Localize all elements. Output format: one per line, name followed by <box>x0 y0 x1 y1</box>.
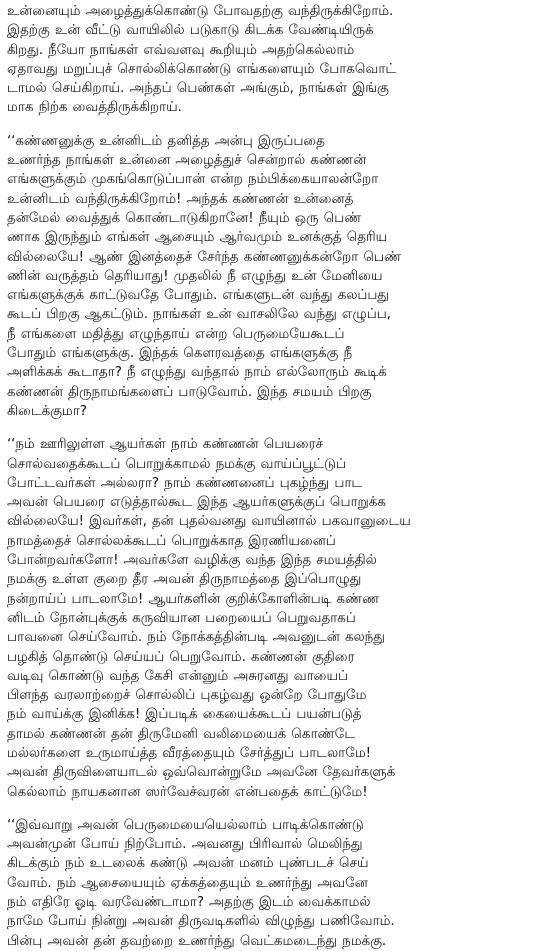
text-line: வடிவு கொண்டு வந்த கேசி என்னும் அசுரனது வாயைப் <box>7 667 349 684</box>
text-line: நாமத்தைச் சொல்லக்கூடப் பொறுக்காத இரணியனைப் <box>7 532 336 549</box>
paragraph <box>7 435 550 802</box>
text-line: அவன் பெயரை எடுத்தால்கூட இந்த ஆயர்களுக்குப் பொறுக்க <box>7 494 386 511</box>
text-line: அவன்முன் போய் நிற்போம். அவனது பிரிவால் மெலிந்து <box>7 836 363 853</box>
text-line: கிறது. நீயோ நாங்கள் எவ்வளவு கூறியும் அதற்கெல்லாம் <box>7 41 355 58</box>
text-line: பிளந்த வரலாற்றைச் சொல்லிப் புகழ்வது ஒன்றே போதுமே <box>7 687 367 704</box>
text-line: நம் வாய்க்கு இனிக்க! இப்படிக் கையைக்கூடப் பயன்படுத் <box>7 706 362 723</box>
text-line: கூடப் பிறகு ஆகட்டும். நாங்கள் உன் வாசலிலே வந்து எழுப்ப, <box>7 306 391 323</box>
text-line: மல்லர்களை உருமாய்த்த வீரத்தையும் சேர்த்துப் பாடலாமே! <box>7 744 371 761</box>
text-line: உன்னிடம் வந்திருக்கிறோம்! அந்தக் கண்ணன் உன்னைத் <box>7 190 354 207</box>
text-line: ணாக இருந்தும் எங்கள் ஆசையும் ஆர்வமும் உனக்குத் தெரிய <box>7 229 388 246</box>
text-line: உன்னையும் அழைத்துக்கொண்டு போவதற்கு வந்திருக்கிறோம். <box>7 3 394 19</box>
text-line: இதற்கு உன் வீட்டு வாயிலில் படுகாடு கிடக்க வேண்டியிருக் <box>7 22 374 39</box>
text-line: ‘‘கண்ணனுக்கு உன்னிடம் தனித்த அன்பு இருப்பதை <box>7 132 325 149</box>
paragraph <box>7 816 550 951</box>
text-line: தன்மேல் வைத்துக் கொண்டாடுகிறானே! நீயும் ஒரு பெண் <box>7 209 362 226</box>
text-line: போதும் எங்களுக்கு. இந்தக் கௌரவத்தை எங்களுக்கு நீ <box>7 345 353 362</box>
text-line: தாமல் கண்ணன் தன் திருமேனி வலிமையைக் கொண்டே <box>7 725 355 742</box>
text-line: ணின் வருத்தம் தெரியாது! முதலில் நீ எழுந்து உன் மேனியை <box>7 267 383 284</box>
text-line: கண்ணன் திருநாமங்களைப் பாடுவோம். இந்த சமயம் பிறகு <box>7 383 372 400</box>
text-line: பழகித் தொண்டு செய்யப் பெறுவோம். கண்ணன் குதிரை <box>7 648 355 665</box>
text-line: போன்றவர்களோ! அவர்களே வழிக்கு வந்த இந்த சமயத்தில் <box>7 552 377 569</box>
text-line: வோம். நம் ஆசையையும் ஏக்கத்தையும் உணர்ந்து அவனே <box>7 874 368 891</box>
text-line: நம் எதிரே ஓடி வரவேண்டாமா? அதற்கு இடம் வைக்காமல் <box>7 894 371 911</box>
text-line: நமக்கு உள்ள குறை தீர அவன் திருநாமத்தை இப்பொழுது <box>7 571 362 588</box>
text-line: வில்லையே! ஆண் இனத்தைச் சேர்ந்த கண்ணனுக்கன்றோ பெண் <box>7 248 402 265</box>
text-line: பாவனை செய்வோம். நம் நோக்கத்தின்படி அவனுடன் கலந்து <box>7 629 385 646</box>
text-line: நீ எங்களை மதித்து எழுந்தாய் என்ற பெருமையேகூடப் <box>7 325 345 342</box>
text-line: எங்களுக்கும் முகங்கொடுப்பான் என்ற நம்பிக்கையாலன்றோ <box>7 171 379 188</box>
text-line: அவன் திருவிளையாடல் ஒவ்வொன்றுமே அவனே தேவர்களுக் <box>7 764 396 781</box>
text-line: னிடம் நோன்புக்குக் கருவியான பறையைப் பெறுவதாகப் <box>7 609 356 626</box>
paragraph <box>7 2 550 118</box>
text-line: வில்லையே! இவர்கள், தன் புதல்வனது வாயினால் பகவானுடைய <box>7 513 411 530</box>
paragraph <box>7 132 550 421</box>
text-line: போட்டவர்கள் அல்லரா? நாம் கண்ணனைப் புகழ்ந்து பாட <box>7 474 363 491</box>
text-line: ‘‘நம் ஊரிலுள்ள ஆயர்கள் நாம் கண்ணன் பெயரைச் <box>7 436 323 453</box>
text-line: கெல்லாம் நாயகனான ஸர்வேச்வரன் என்பதைக் காட்டுமே! <box>7 783 368 800</box>
text-line: உணர்ந்த நாங்கள் உன்னை அழைத்துச் சென்றால் கண்ணன் <box>7 152 367 169</box>
text-line: எங்களுக்குக் காட்டுவதே போதும். எங்களுடன் வந்து கலப்பது <box>7 287 389 304</box>
text-line: நாமே போய் நின்று அவன் திருவடிகளில் விழுந்து பணிவோம். <box>7 913 395 930</box>
text-line: சொல்வதைக்கூடப் பொறுக்காமல் நமக்கு வாய்ப்பூட்டுப் <box>7 455 346 472</box>
text-line: அளிக்கக் கூடாதா? நீ எழுந்து வந்தால் நாம் எல்லோரும் கூடிக் <box>7 364 387 381</box>
text-line: ஏதாவது மறுப்புச் சொல்லிக்கொண்டு எங்களையும் போகவொட் <box>7 60 397 77</box>
text-line: நன்றாய்ப் பாடலாமே! ஆயர்களின் குறிக்கோளின்படி கண்ண <box>7 590 380 607</box>
text-line: கிடக்கும் நம் உடலைக் கண்டு அவன் மனம் புண்படச் செய் <box>7 855 369 872</box>
text-line: ‘‘இவ்வாறு அவன் பெருமையையெல்லாம் பாடிக்கொண்டு <box>7 816 364 833</box>
text-line: கிடைக்குமா? <box>7 402 87 419</box>
text-line: மாக நிற்க வைத்திருக்கிறாய். <box>7 99 182 116</box>
text-line: பின்பு அவன் தன் தவற்றை உணர்ந்து வெட்கமடைந்து நமக்கு. <box>7 932 387 949</box>
text-line: டாமல் செய்கிறாய். அந்தப் பெண்கள் அங்கும், நாங்கள் இங்கு <box>7 80 389 97</box>
